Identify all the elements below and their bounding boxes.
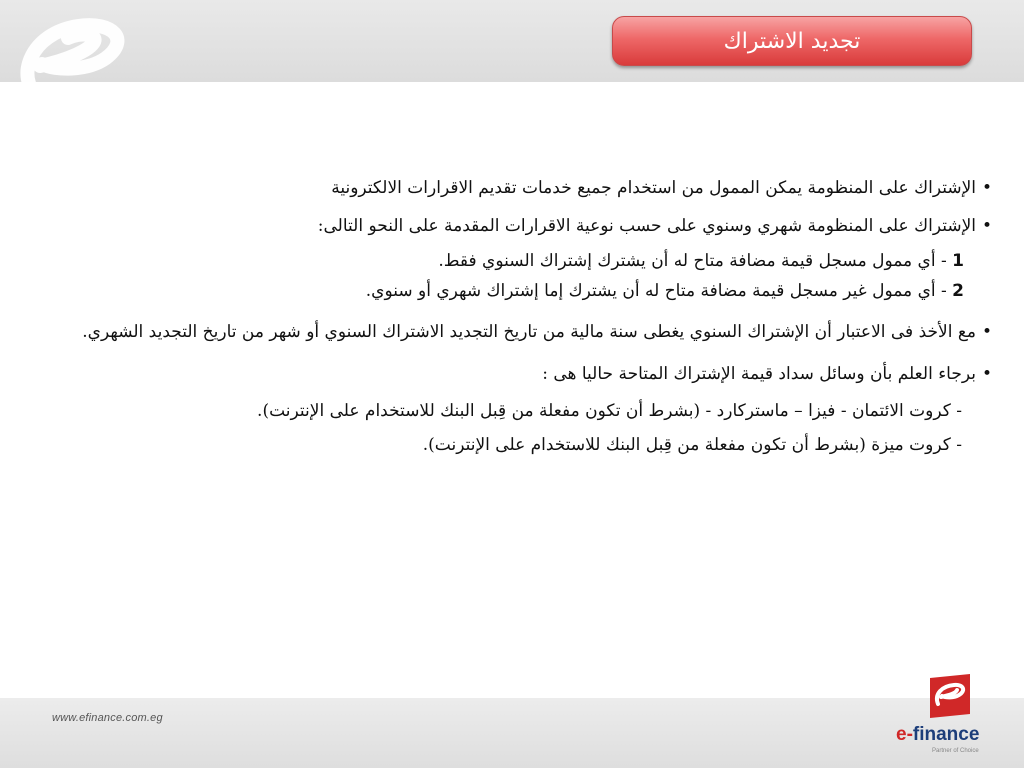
bullet-payment-methods: • برجاء العلم بأن وسائل سداد قيمة الإشتراك المتاحة حاليا هى : xyxy=(40,356,990,392)
efinance-watermark-logo xyxy=(10,8,140,118)
logo-tagline: Partner of Choice xyxy=(932,748,979,754)
bullet-subscription-benefit: • الإشتراك على المنظومة يمكن الممول من استخدام جميع خدمات تقديم الاقرارات الالكترونية xyxy=(40,170,990,206)
page-title-text: تجديد الاشتراك xyxy=(723,28,861,54)
efinance-logo-icon xyxy=(924,674,976,718)
payment-method-meeza-cards: - كروت ميزة (بشرط أن تكون مفعلة من قِبل البنك للاستخدام على الإنترنت). xyxy=(422,435,962,455)
website-url: www.efinance.com.eg xyxy=(52,712,163,724)
bullet-subscription-types: • الإشتراك على المنظومة شهري وسنوي على حسب نوعية الاقرارات المقدمة على النحو التالى: xyxy=(40,208,990,244)
page-title xyxy=(612,16,972,66)
payment-method-credit-cards: - كروت الائتمان - فيزا – ماستركارد - (بشرط أن تكون مفعلة من قِبل البنك للاستخدام على الإنترنت). xyxy=(257,401,962,421)
bullet-coverage-note: • مع الأخذ فى الاعتبار أن الإشتراك السنوي يغطى سنة مالية من تاريخ التجديد الاشتراك السنوي أو شهر من تاريخ التجديد الشهري. xyxy=(40,312,990,352)
list-item-not-vat-registered: 2 - أي ممول غير مسجل قيمة مضافة متاح له أن يشترك إما إشتراك شهري أو سنوي. xyxy=(365,281,964,301)
footer-band xyxy=(0,698,1024,768)
efinance-logo-wordmark: e- finance xyxy=(896,724,980,745)
main-content xyxy=(40,170,990,462)
list-item-vat-registered: 1 - أي ممول مسجل قيمة مضافة متاح له أن يشترك إشتراك السنوي فقط. xyxy=(438,251,964,271)
